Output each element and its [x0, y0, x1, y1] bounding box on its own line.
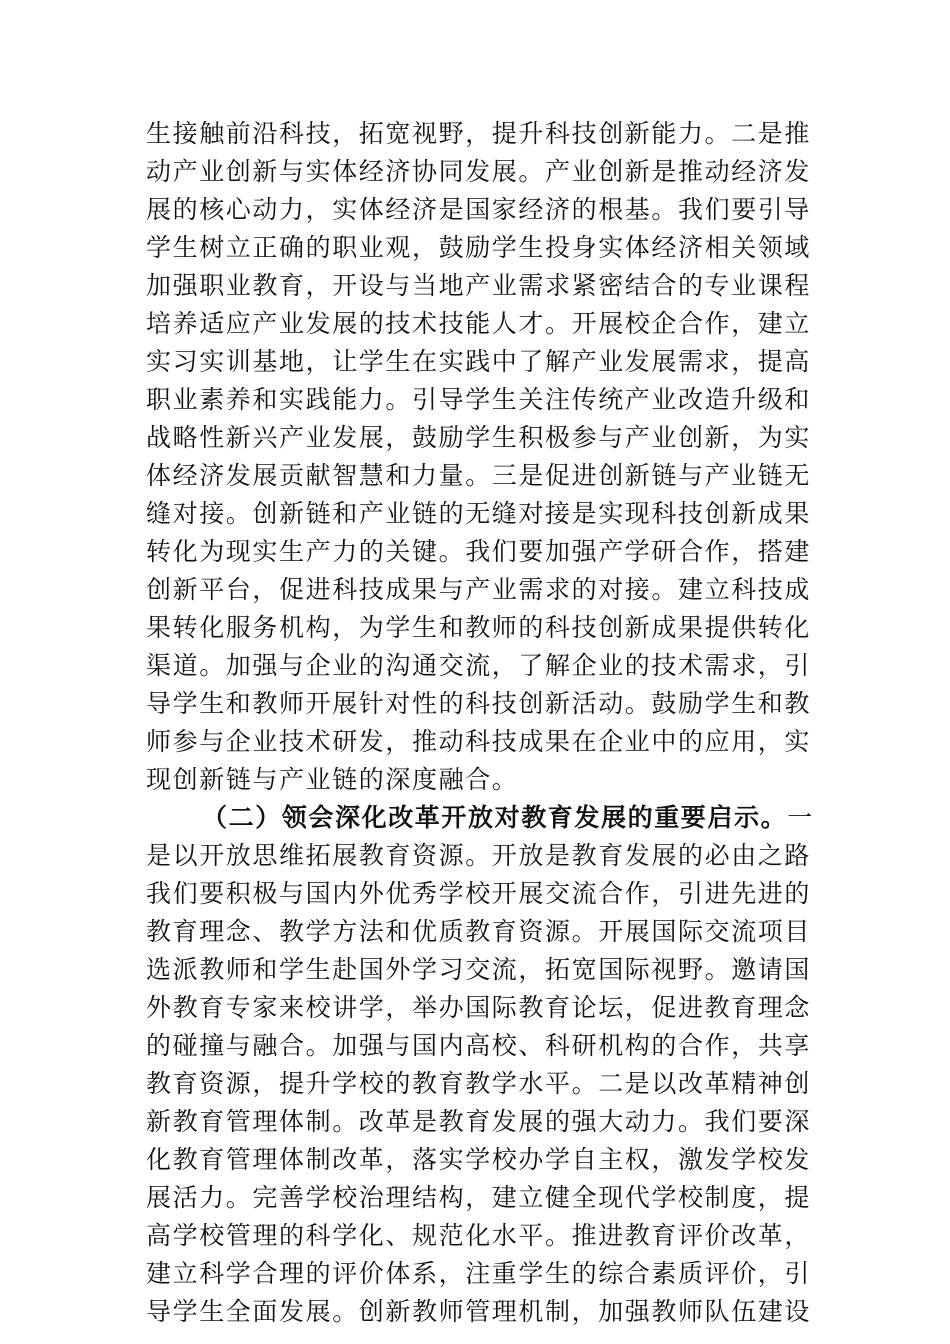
text-line: 是以开放思维拓展教育资源。开放是教育发展的必由之路 — [146, 841, 812, 870]
text-line: 师参与企业技术研发，推动科技成果在企业中的应用，实 — [146, 727, 812, 756]
text-line: 化教育管理体制改革，落实学校办学自主权，激发学校发 — [146, 1145, 812, 1174]
heading-line-tail: 一 — [787, 803, 814, 832]
body-text — [146, 115, 814, 1331]
text-line: 选派教师和学生赴国外学习交流，拓宽国际视野。邀请国 — [146, 955, 812, 984]
text-line: 创新平台，促进科技成果与产业需求的对接。建立科技成 — [146, 575, 812, 604]
text-line: 果转化服务机构，为学生和教师的科技创新成果提供转化 — [146, 613, 812, 642]
text-line: 体经济发展贡献智慧和力量。三是促进创新链与产业链无 — [146, 461, 812, 490]
text-line: 建立科学合理的评价体系，注重学生的综合素质评价，引 — [146, 1259, 812, 1288]
text-line: 动产业创新与实体经济协同发展。产业创新是推动经济发 — [146, 157, 812, 186]
text-line: 加强职业教育，开设与当地产业需求紧密结合的专业课程 — [146, 271, 812, 300]
text-line: 职业素养和实践能力。引导学生关注传统产业改造升级和 — [146, 385, 812, 414]
text-line: 缝对接。创新链和产业链的无缝对接是实现科技创新成果 — [146, 499, 812, 528]
text-line: 渠道。加强与企业的沟通交流，了解企业的技术需求，引 — [146, 651, 812, 680]
text-line: 展的核心动力，实体经济是国家经济的根基。我们要引导 — [146, 195, 812, 224]
text-line: 新教育管理体制。改革是教育发展的强大动力。我们要深 — [146, 1107, 812, 1136]
text-line: 生接触前沿科技，拓宽视野，提升科技创新能力。二是推 — [146, 119, 812, 148]
text-line: 战略性新兴产业发展，鼓励学生积极参与产业创新，为实 — [146, 423, 812, 452]
text-line: 展活力。完善学校治理结构，建立健全现代学校制度，提 — [146, 1183, 812, 1212]
section-heading-line — [146, 799, 814, 837]
text-line: 外教育专家来校讲学，举办国际教育论坛，促进教育理念 — [146, 993, 812, 1022]
text-line: 转化为现实生产力的关键。我们要加强产学研合作，搭建 — [146, 537, 812, 566]
text-line: 我们要积极与国内外优秀学校开展交流合作，引进先进的 — [146, 879, 812, 908]
text-line: 高学校管理的科学化、规范化水平。推进教育评价改革， — [146, 1221, 812, 1250]
text-line: 教育理念、教学方法和优质教育资源。开展国际交流项目 — [146, 917, 812, 946]
text-line: 实习实训基地，让学生在实践中了解产业发展需求，提高 — [146, 347, 812, 376]
text-line: 导学生和教师开展针对性的科技创新活动。鼓励学生和教 — [146, 689, 812, 718]
section-heading: （二）领会深化改革开放对教育发展的重要启示。 — [202, 803, 788, 832]
text-line: 学生树立正确的职业观，鼓励学生投身实体经济相关领域 — [146, 233, 812, 262]
text-line: 现创新链与产业链的深度融合。 — [146, 765, 519, 794]
text-line: 教育资源，提升学校的教育教学水平。二是以改革精神创 — [146, 1069, 812, 1098]
text-line: 的碰撞与融合。加强与国内高校、科研机构的合作，共享 — [146, 1031, 812, 1060]
text-line: 培养适应产业发展的技术技能人才。开展校企合作，建立 — [146, 309, 812, 338]
text-line: 导学生全面发展。创新教师管理机制，加强教师队伍建设 — [146, 1297, 812, 1326]
